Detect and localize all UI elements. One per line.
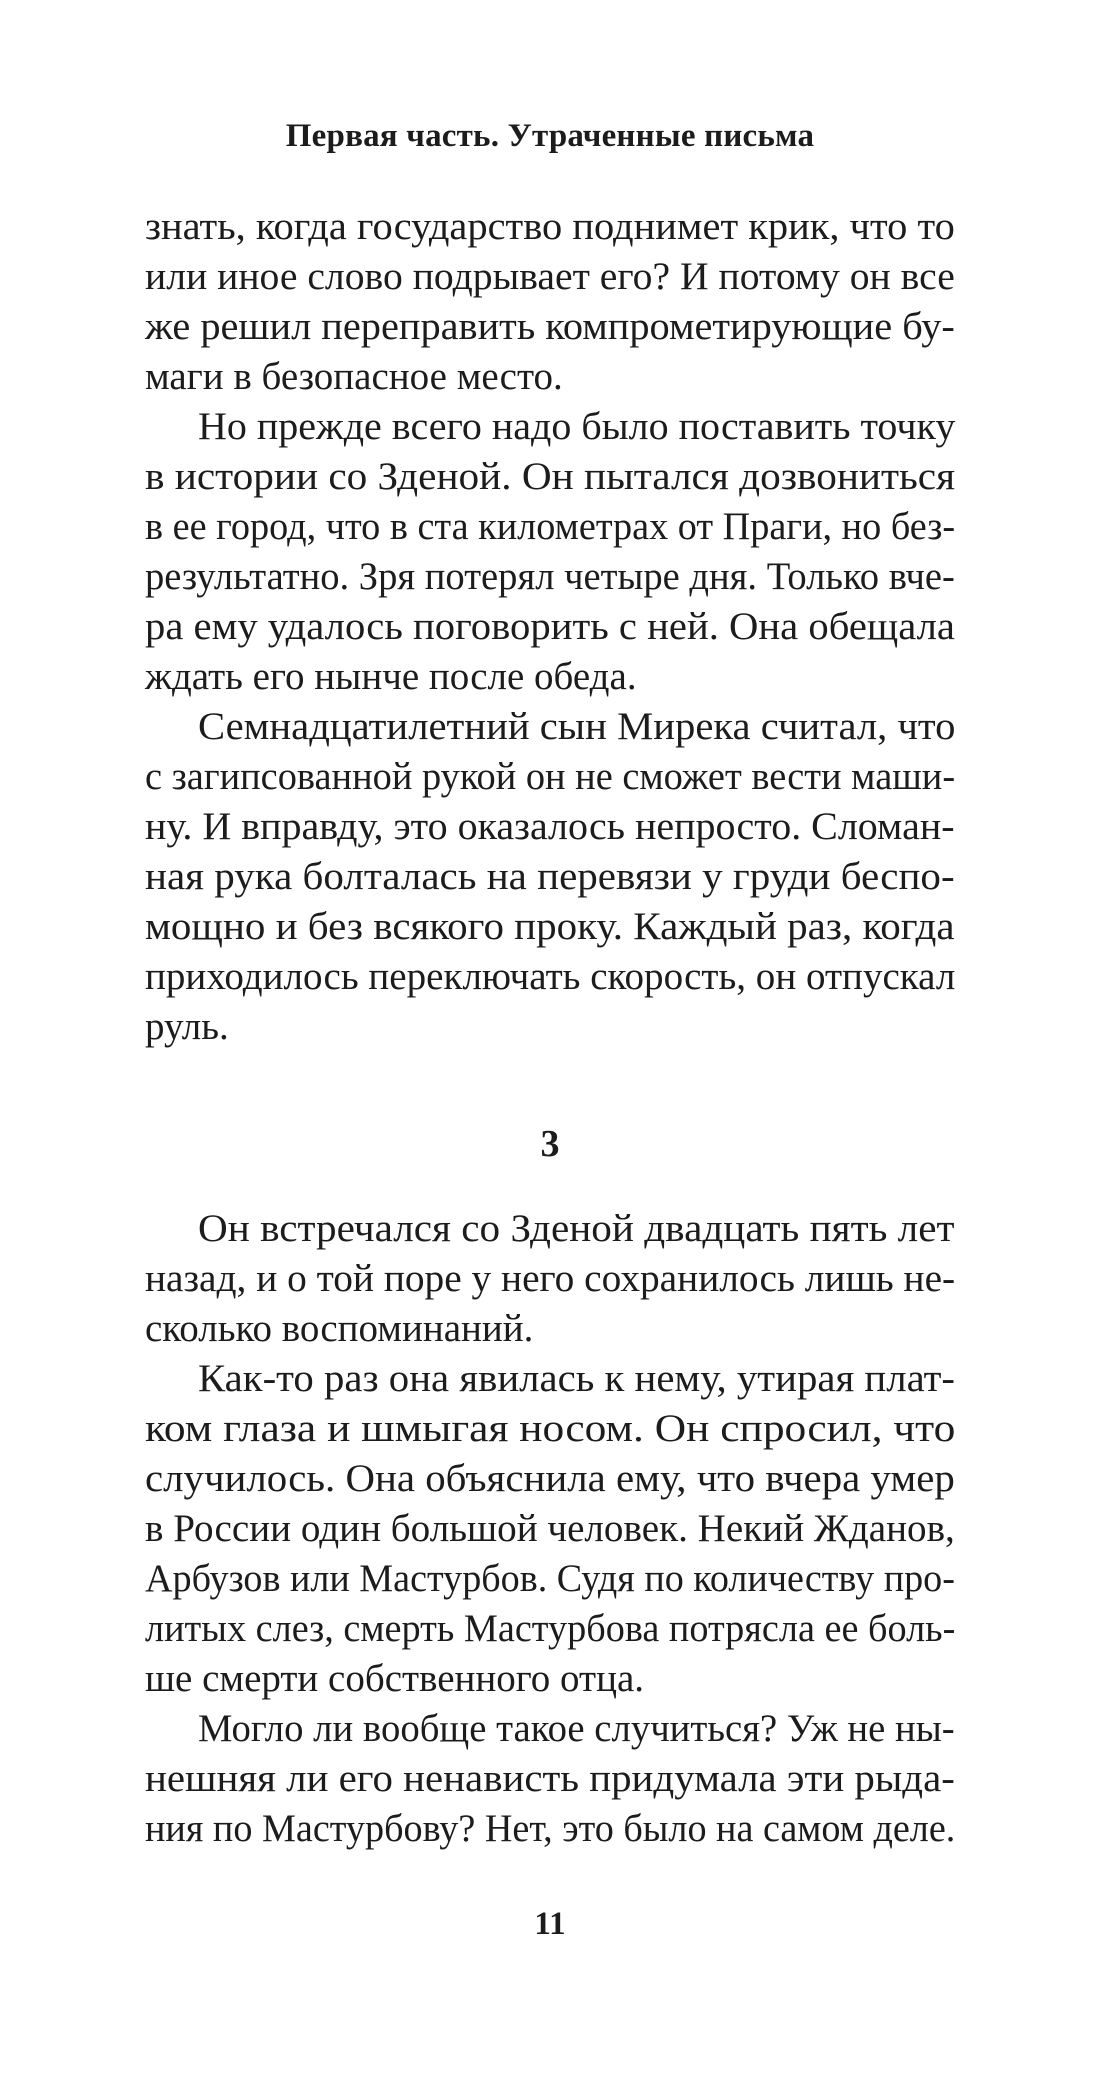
- text-line: или иное слово подрывает его? И потому он все: [145, 255, 955, 298]
- text-line: литых слез, смерть Мастурбова потрясла ее боль-: [145, 1607, 956, 1650]
- chapter-number: 3: [540, 1123, 560, 1165]
- text-line: же решил переправить компрометирующие бу-: [145, 305, 955, 348]
- text-line: Он встречался со Зденой двадцать пять лет: [198, 1207, 955, 1250]
- text-line: результатно. Зря потерял четыре дня. Только вче-: [145, 555, 955, 598]
- text-line: ная рука болталась на перевязи у груди беспо-: [145, 855, 955, 898]
- text-line: случилось. Она объяснила ему, что вчера умер: [145, 1457, 955, 1500]
- text-line: ше смерти собственного отца.: [145, 1657, 645, 1700]
- text-line: ния по Мастурбову? Нет, это было на самом деле.: [145, 1807, 956, 1850]
- text-line: руль.: [145, 1005, 229, 1048]
- text-line: маги в безопасное место.: [145, 355, 563, 398]
- text-line: в ее город, что в ста километрах от Праги, но без-: [145, 505, 956, 548]
- text-line: Могло ли вообще такое случиться? Уж не ны-: [198, 1707, 955, 1750]
- text-line: сколько воспоминаний.: [145, 1307, 534, 1350]
- page-number: 11: [534, 1906, 566, 1942]
- text-line: с загипсованной рукой он не сможет вести маши-: [145, 755, 956, 798]
- text-line: приходилось переключать скорость, он отпускал: [145, 955, 956, 998]
- text-line: знать, когда государство поднимет крик, что то: [145, 205, 955, 248]
- text-line: ра ему удалось поговорить с ней. Она обещала: [145, 605, 955, 648]
- text-line: Семнадцатилетний сын Мирека считал, что: [198, 705, 956, 748]
- text-line: нешняя ли его ненависть придумала эти рыда-: [145, 1757, 955, 1800]
- text-line: ком глаза и шмыгая носом. Он спросил, что: [145, 1407, 956, 1450]
- text-line: в истории со Зденой. Он пытался дозвониться: [145, 455, 956, 498]
- text-line: Как-то раз она явилась к нему, утирая плат-: [198, 1357, 956, 1400]
- text-line: в России один большой человек. Некий Жданов,: [145, 1507, 955, 1550]
- text-line: Арбузов или Мастурбов. Судя по количеству про-: [145, 1557, 955, 1600]
- text-line: ждать его нынче после обеда.: [145, 655, 637, 698]
- text-line: ну. И вправду, это оказалось непросто. Сломан-: [145, 805, 955, 848]
- text-line: мощно и без всякого проку. Каждый раз, когда: [145, 905, 955, 948]
- text-line: назад, и о той поре у него сохранилось лишь не-: [145, 1257, 956, 1300]
- text-line: Но прежде всего надо было поставить точку: [198, 405, 956, 448]
- running-head: Первая часть. Утраченные письма: [285, 118, 815, 154]
